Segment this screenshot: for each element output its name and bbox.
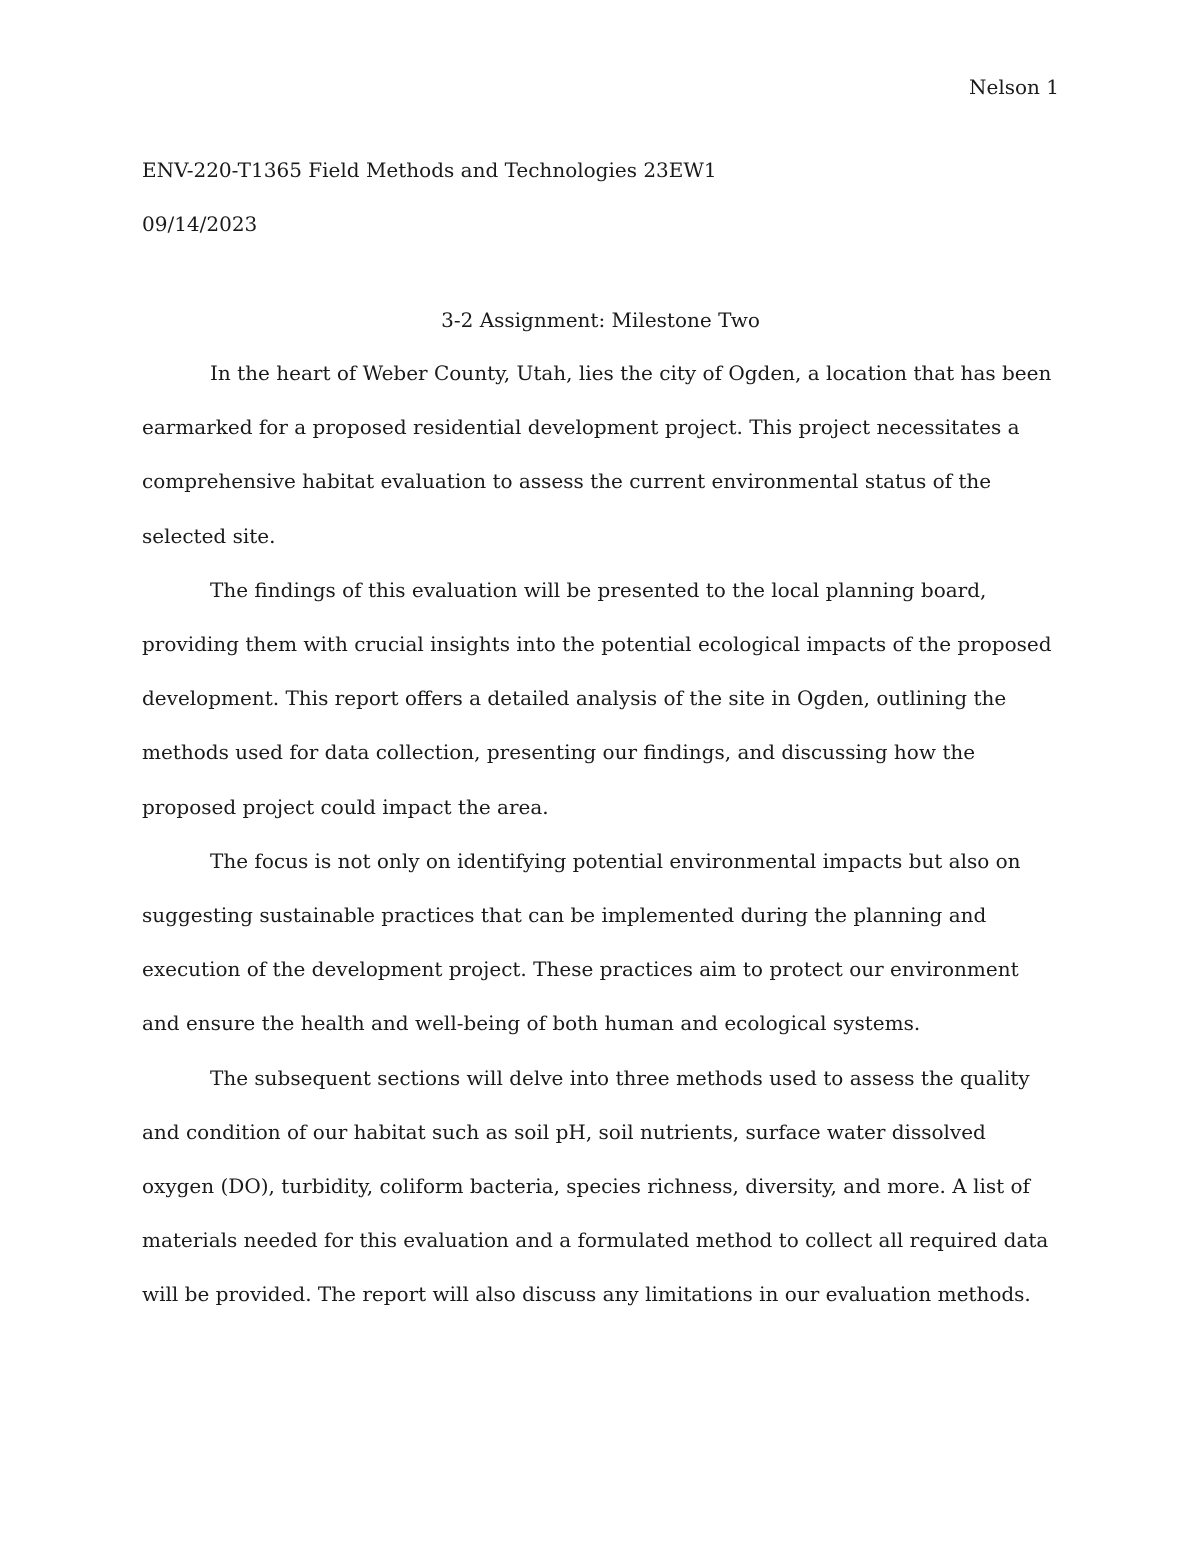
- paragraph-3: The focus is not only on identifying potential environmental impacts but also on suggesting sustainable practices that can be implemented during the planning and execution of the development project. These practices aim to protect our environment and ensure the health and well-being of both human and ecological systems.: [142, 848, 1021, 1036]
- date-line: 09/14/2023: [142, 212, 258, 236]
- paragraph-4: The subsequent sections will delve into three methods used to assess the quality and condition of our habitat such as soil pH, soil nutrients, surface water dissolved oxygen (DO), turbidity, coliform bacteria, species richness, diversity, and more. A list of materials needed for this evaluation and a formulated method to collect all required data will be provided. The report will also discuss any limitations in our evaluation methods.: [142, 1065, 1049, 1307]
- paragraph-1: In the heart of Weber County, Utah, lies the city of Ogden, a location that has been earmarked for a proposed residential development project. This project necessitates a comprehensive habitat evaluation to assess the current environmental status of the selected site.: [142, 361, 1052, 548]
- paragraph-2: The findings of this evaluation will be presented to the local planning board, providing them with crucial insights into the potential ecological impacts of the proposed development. This report offers a detailed analysis of the site in Ogden, outlining the methods used for data collection, presenting our findings, and discussing how the proposed project could impact the area.: [142, 577, 1052, 819]
- document-title: 3-2 Assignment: Milestone Two: [441, 308, 760, 332]
- running-head: Nelson 1: [969, 75, 1059, 99]
- document-body: [142, 346, 1059, 1322]
- course-line: ENV-220-T1365 Field Methods and Technologies 23EW1: [142, 158, 717, 182]
- document-header: [142, 143, 1062, 251]
